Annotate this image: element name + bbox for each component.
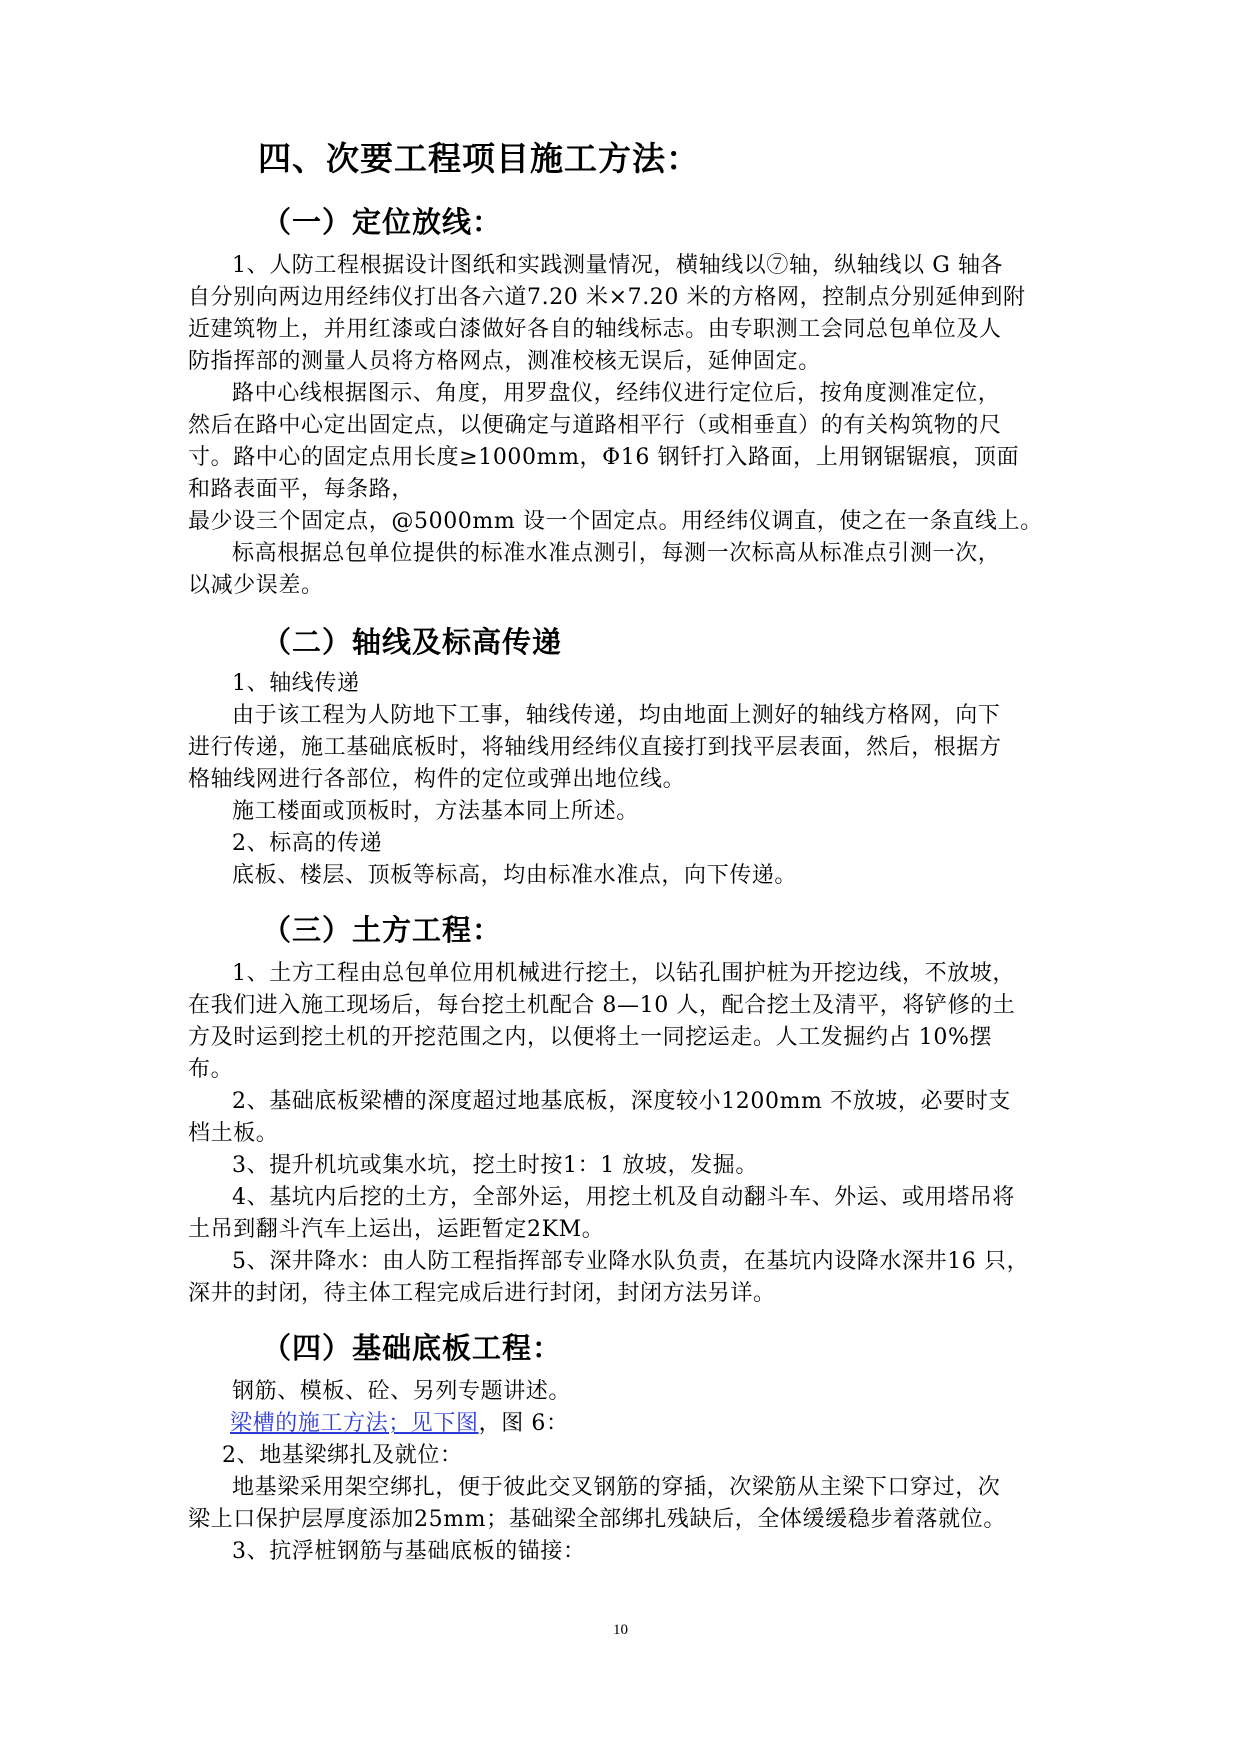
body-line: 最少设三个固定点，@5000mm 设一个固定点。用经纬仪调直，使之在一条直线上。: [188, 509, 1043, 534]
link-line: [230, 1408, 569, 1440]
section-heading-1: （一）定位放线：: [262, 205, 503, 239]
body-line: 以减少误差。: [188, 573, 324, 598]
figure-link[interactable]: 梁槽的施工方法；见下图: [230, 1411, 479, 1436]
body-line: 底板、楼层、顶板等标高，均由标准水准点，向下传递。: [232, 863, 798, 888]
body-line: 布。: [188, 1057, 234, 1082]
body-line: 1、土方工程由总包单位用机械进行挖土，以钻孔围护桩为开挖边线，不放坡，: [232, 961, 1015, 986]
body-line: 标高根据总包单位提供的标准水准点测引，每测一次标高从标准点引测一次，: [232, 541, 1001, 566]
body-line: 近建筑物上，并用红漆或白漆做好各自的轴线标志。由专职测工会同总包单位及人: [188, 317, 1002, 342]
body-line: 档土板。: [188, 1121, 279, 1146]
body-line: 格轴线网进行各部位，构件的定位或弹出地位线。: [188, 767, 686, 792]
page-title: 四、次要工程项目施工方法：: [258, 139, 700, 178]
section-heading-3: （三）土方工程：: [262, 913, 503, 947]
body-line: 路中心线根据图示、角度，用罗盘仪，经纬仪进行定位后，按角度测准定位，: [232, 381, 1001, 406]
body-line: 寸。路中心的固定点用长度≥1000mm，Φ16 钢钎打入路面，上用钢锯锯痕，顶面: [188, 445, 1020, 470]
body-line: 施工楼面或顶板时，方法基本同上所述。: [232, 799, 639, 824]
body-line: 在我们进入施工现场后，每台挖土机配合 8—10 人，配合挖土及清平，将铲修的土: [188, 993, 1016, 1018]
body-line: 由于该工程为人防地下工事，轴线传递，均由地面上测好的轴线方格网，向下: [232, 703, 1001, 728]
body-line: 土吊到翻斗汽车上运出，运距暂定2KM。: [188, 1217, 605, 1242]
body-line: 防指挥部的测量人员将方格网点，测准校核无误后，延伸固定。: [188, 349, 821, 374]
body-line: 2、基础底板梁槽的深度超过地基底板，深度较小1200mm 不放坡，必要时支: [232, 1089, 1011, 1114]
body-line: 1、轴线传递: [232, 671, 360, 696]
body-line: 2、标高的传递: [232, 831, 383, 856]
section-heading-4: （四）基础底板工程：: [262, 1331, 563, 1365]
body-line: 深井的封闭，待主体工程完成后进行封闭，封闭方法另详。: [188, 1281, 776, 1306]
body-line: 梁上口保护层厚度添加25mm；基础梁全部绑扎残缺后，全体缓缓稳步着落就位。: [188, 1507, 1006, 1532]
figure-ref: ，图 6：: [478, 1411, 569, 1436]
section-heading-2: （二）轴线及标高传递: [262, 625, 563, 659]
body-line: 3、提升机坑或集水坑，挖土时按1：1 放坡，发掘。: [232, 1153, 758, 1178]
body-line: 钢筋、模板、砼、另列专题讲述。: [232, 1379, 572, 1404]
body-line: 3、抗浮桩钢筋与基础底板的锚接：: [232, 1539, 586, 1564]
body-line: 和路表面平，每条路，: [188, 477, 415, 502]
body-line: 4、基坑内后挖的土方，全部外运，用挖土机及自动翻斗车、外运、或用塔吊将: [232, 1185, 1015, 1210]
body-line: 2、地基梁绑扎及就位：: [222, 1443, 463, 1468]
body-line: 方及时运到挖土机的开挖范围之内，以便将土一同挖运走。人工发掘约占 10%摆: [188, 1025, 993, 1050]
body-line: 然后在路中心定出固定点，以便确定与道路相平行（或相垂直）的有关构筑物的尺: [188, 413, 1002, 438]
body-line: 5、深井降水：由人防工程指挥部专业降水队负责，在基坑内设降水深井16 只，: [232, 1249, 1030, 1274]
body-line: 地基梁采用架空绑扎，便于彼此交叉钢筋的穿插，次梁筋从主梁下口穿过，次: [232, 1475, 1001, 1500]
body-line: 自分别向两边用经纬仪打出各六道7.20 米×7.20 米的方格网，控制点分别延伸到附: [188, 285, 1026, 310]
page-number: 10: [613, 1622, 628, 1638]
body-line: 1、人防工程根据设计图纸和实践测量情况，横轴线以⑦轴，纵轴线以 G 轴各: [232, 253, 1004, 278]
body-line: 进行传递，施工基础底板时，将轴线用经纬仪直接打到找平层表面，然后，根据方: [188, 735, 1002, 760]
